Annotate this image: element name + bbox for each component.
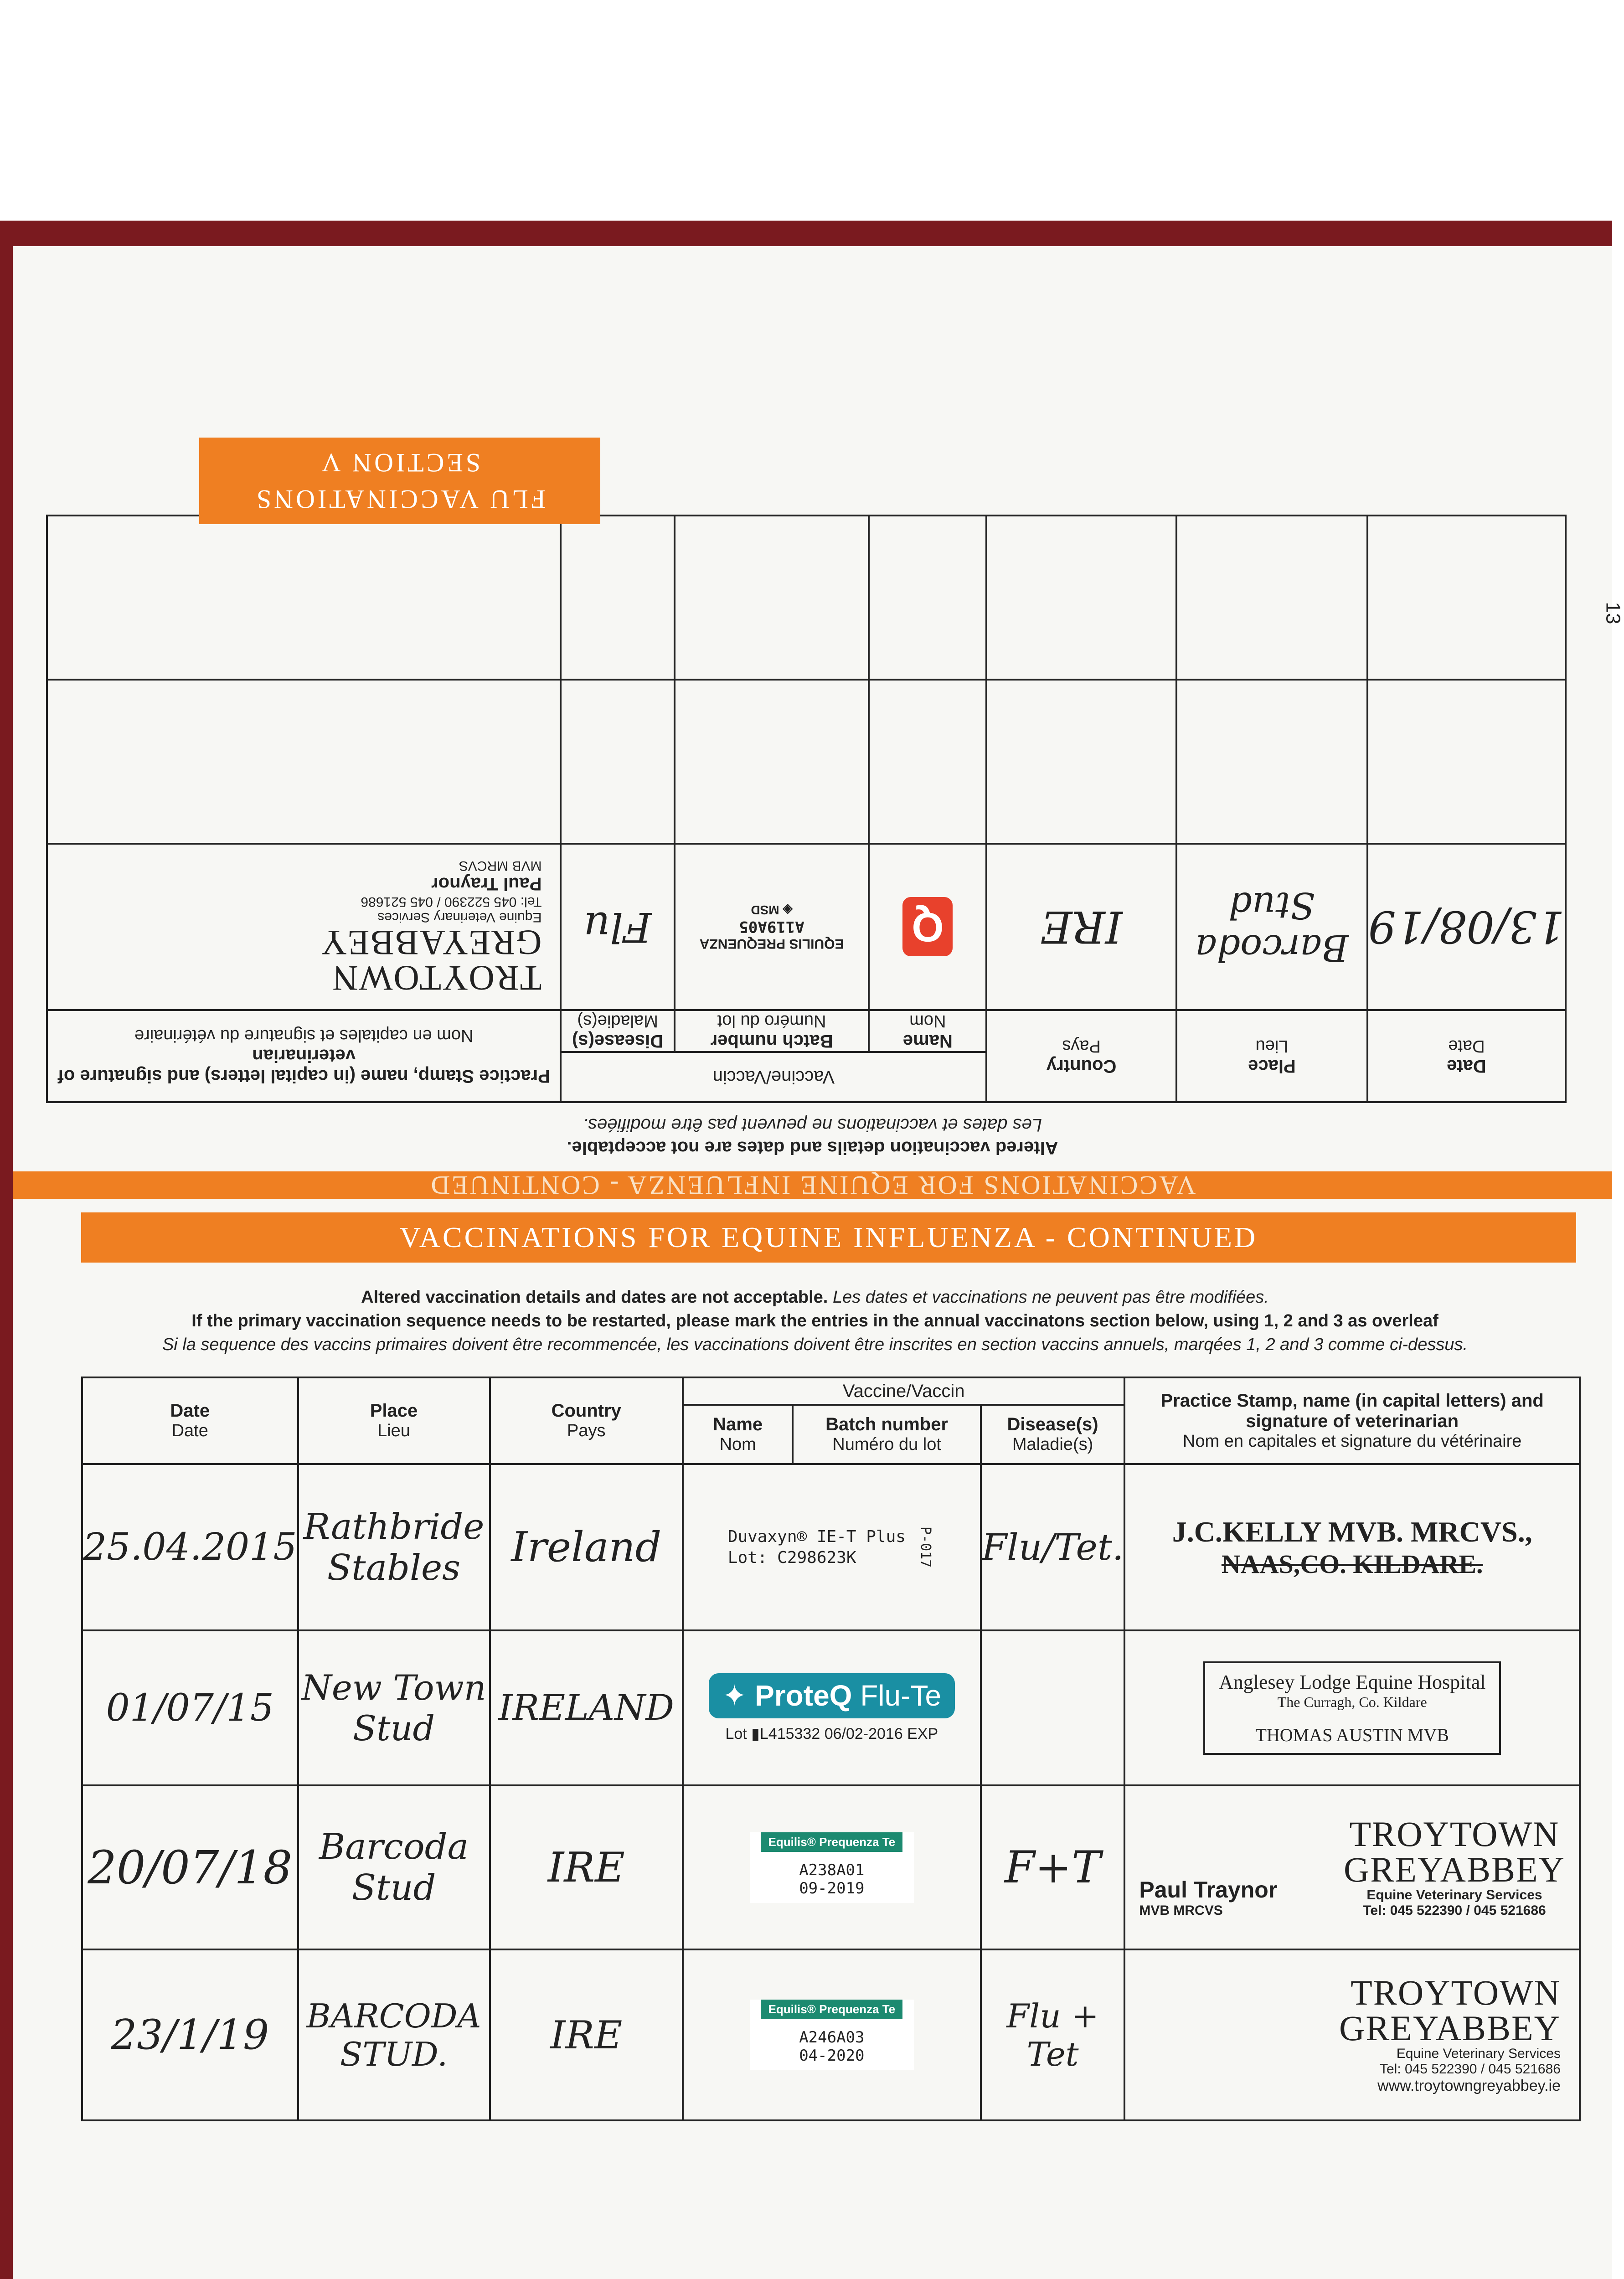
row-place: BARCODA STUD. [298, 1949, 490, 2120]
row-place: Barcoda Stud [298, 1785, 490, 1949]
header-stamp: Practice Stamp, name (in capital letters) and signature of veterinarian Nom en capitales et signature du vétérinaire [1124, 1377, 1580, 1464]
table-row [82, 1464, 1580, 1630]
table-row [82, 1785, 1580, 1949]
equilis-label: Equilis® Prequenza Te A238A01 09-2019 [750, 1832, 914, 1903]
row-date: 23/1/19 [82, 1949, 298, 2120]
upper-ribbon-mirror: VACCINATIONS FOR EQUINE INFLUENZA - CONTINUED [13, 1171, 1612, 1199]
header-batch: Batch number Numéro du lot [793, 1405, 980, 1464]
row-stamp: J.C.KELLY MVB. MRCVS., NAAS,CO. KILDARE. [1124, 1464, 1580, 1630]
header-name: Name Nom [683, 1405, 793, 1464]
upper-header-vaccine: Vaccine/Vaccin [561, 1052, 986, 1102]
row-vaccine [683, 1464, 981, 1630]
upper-note-2: Les dates et vaccinations ne peuvent pas être modifiées. [583, 1115, 1042, 1135]
upper-section-banner: FLU VACCINATIONS SECTION V [199, 438, 600, 524]
proteq-label: ✦ ProteQ Flu-Te [709, 1673, 955, 1718]
row-disease: F+T [981, 1785, 1125, 1949]
row-place: Rathbride Stables [298, 1464, 490, 1630]
header-place: Place Lieu [298, 1377, 490, 1464]
row-vaccine [683, 1785, 981, 1949]
upper-vaccination-table [46, 515, 1567, 1103]
vaccine-lot-text: Lot ▮L415332 06/02-2016 EXP [725, 1725, 938, 1743]
upper-table-row-empty [47, 516, 1566, 680]
upper-section-inverted [13, 246, 1612, 1199]
note-1-bold: Altered vaccination details and dates are not acceptable. [361, 1288, 828, 1307]
upper-header-batch: Batch number Numéro du lot [675, 1010, 869, 1052]
upper-header-place: Place Lieu [1176, 1010, 1367, 1102]
header-country: Country Pays [490, 1377, 683, 1464]
note-1-fr: Les dates et vaccinations ne peuvent pas être modifiées. [832, 1288, 1269, 1307]
header-disease: Disease(s) Maladie(s) [981, 1405, 1125, 1464]
header-vaccine: Vaccine/Vaccin [683, 1377, 1124, 1405]
drop-icon: ✦ [722, 1679, 755, 1712]
vaccination-table [81, 1377, 1581, 2121]
header-date: Date Date [82, 1377, 298, 1464]
upper-entry-vaccine-name [869, 844, 986, 1010]
upper-note-1: Altered vaccination details and dates are not acceptable. [567, 1138, 1058, 1158]
row-vaccine [683, 1949, 981, 2120]
vaccine-code: P-017 [917, 1526, 933, 1568]
msd-logo-icon: ◈ [779, 903, 793, 917]
row-country: Ireland [490, 1464, 683, 1630]
row-disease: Flu/Tet. [981, 1464, 1125, 1630]
passport-page [13, 246, 1624, 2279]
row-country: IRE [490, 1949, 683, 2120]
row-stamp: TROYTOWN GREYABBEY Equine Veterinary Services Tel: 045 522390 / 045 521686 www.troytowngreyabbey.ie [1124, 1949, 1580, 2120]
page-number: 13 [1602, 602, 1624, 624]
upper-table-row [47, 844, 1566, 1010]
upper-entry-date: 13/08/19 [1367, 844, 1566, 1010]
vaccine-name-text: Duvaxyn® IE-T Plus [727, 1527, 906, 1546]
upper-header-date: Date Date [1367, 1010, 1566, 1102]
vaccine-lot-text: Lot: C298623K [727, 1548, 856, 1567]
equilis-logo-icon: Q [902, 897, 953, 957]
row-date: 20/07/18 [82, 1785, 298, 1949]
upper-entry-place: Barcoda Stud [1176, 844, 1367, 1010]
row-vaccine [683, 1630, 981, 1785]
upper-entry-batch: EQUILIS PREQUENZA A119A05 ◈ MSD [675, 844, 869, 1010]
upper-entry-disease: Flu [561, 844, 674, 1010]
upper-header-disease: Disease(s) Maladie(s) [561, 1010, 674, 1052]
row-disease: Flu + Tet [981, 1949, 1125, 2120]
upper-entry-country: IRE [986, 844, 1176, 1010]
row-country: IRELAND [490, 1630, 683, 1785]
upper-table-row-empty [47, 680, 1566, 844]
row-disease [981, 1630, 1125, 1785]
row-date: 25.04.2015 [82, 1464, 298, 1630]
note-2-bold: If the primary vaccination sequence needs to be restarted, please mark the entries in the annual vaccinatons section below, using 1, 2 and 3 as overleaf [191, 1311, 1438, 1330]
row-stamp: Anglesey Lodge Equine Hospital The Curragh, Co. Kildare THOMAS AUSTIN MVB [1124, 1630, 1580, 1785]
notes-block [49, 1285, 1581, 1356]
row-country: IRE [490, 1785, 683, 1949]
equilis-label: Equilis® Prequenza Te A246A03 04-2020 [750, 2000, 914, 2070]
row-date: 01/07/15 [82, 1630, 298, 1785]
row-place: New Town Stud [298, 1630, 490, 1785]
table-row [82, 1949, 1580, 2120]
row-stamp: Paul Traynor MVB MRCVS TROYTOWN GREYABBEY Equine Veterinary Services Tel: 045 522390 / 045 521686 [1124, 1785, 1580, 1949]
upper-header-country: Country Pays [986, 1010, 1176, 1102]
note-3-fr: Si la sequence des vaccins primaires doivent être recommencée, les vaccinations doivent être inscrites en section vaccins annuels, marqées 1, 2 and 3 comme ci-dessus. [162, 1335, 1468, 1354]
upper-entry-stamp: TROYTOWN GREYABBEY Equine Veterinary Services Tel: 045 522390 / 045 521686 Paul Traynor MVB MRCVS [47, 844, 561, 1010]
upper-header-name: Name Nom [869, 1010, 986, 1052]
upper-header-stamp: Practice Stamp, name (in capital letters) and signature of veterinarian Nom en capitales et signature du vétérinaire [47, 1010, 561, 1102]
table-row [82, 1630, 1580, 1785]
section-ribbon: VACCINATIONS FOR EQUINE INFLUENZA - CONTINUED [81, 1212, 1576, 1263]
